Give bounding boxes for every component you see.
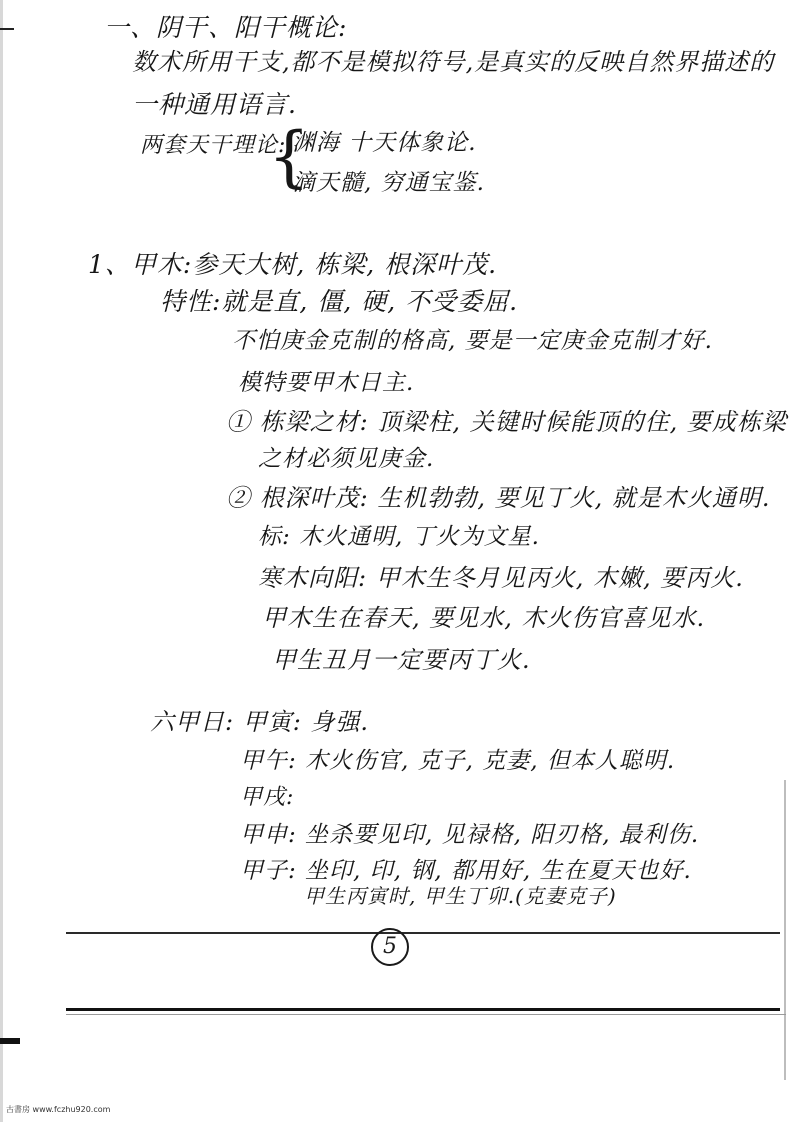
text-line: ② 根深叶茂: 生机勃勃, 要见丁火, 就是木火通明. bbox=[226, 484, 771, 512]
horizontal-rule bbox=[66, 932, 780, 934]
text-line: 两套天干理论: bbox=[140, 133, 287, 158]
text-line: 渊海 十天体象论. bbox=[292, 130, 477, 156]
text-line: 模特要甲木日主. bbox=[238, 370, 415, 396]
heading-line: 一、阴干、阳干概论: bbox=[104, 13, 348, 42]
text-line: 标: 木火通明, 丁火为文星. bbox=[258, 524, 540, 550]
text-line: 特性:就是直, 僵, 硬, 不受委屈. bbox=[160, 287, 519, 316]
text-line: 甲木生在春天, 要见水, 木火伤官喜见水. bbox=[262, 604, 706, 632]
text-line: 甲生丑月一定要丙丁火. bbox=[272, 646, 531, 674]
text-line: 滴天髓, 穷通宝鉴. bbox=[292, 170, 485, 196]
text-line: 甲子: 坐印, 印, 钢, 都用好, 生在夏天也好. bbox=[240, 858, 692, 884]
page-left-edge bbox=[0, 0, 3, 1122]
text-line: 甲戌: bbox=[240, 785, 295, 810]
text-line: 之材必须见庚金. bbox=[258, 446, 435, 472]
text-line: 甲午: 木火伤官, 克子, 克妻, 但本人聪明. bbox=[240, 748, 676, 774]
footer-watermark: 古書房 www.fczhu920.com bbox=[6, 1105, 111, 1114]
binding-mark bbox=[0, 1038, 20, 1044]
page-right-edge bbox=[784, 780, 786, 1080]
page-number: 5 bbox=[371, 928, 409, 966]
text-line: ① 栋梁之材: 顶梁柱, 关键时候能顶的住, 要成栋梁 bbox=[226, 408, 787, 436]
text-line: 寒木向阳: 甲木生冬月见丙火, 木嫩, 要丙火. bbox=[258, 564, 744, 592]
text-line: 甲生丙寅时, 甲生丁卯.(克妻克子) bbox=[304, 884, 617, 908]
text-line: 数术所用干支,都不是模拟符号,是真实的反映自然界描述的 bbox=[132, 48, 775, 76]
brace-symbol: { bbox=[268, 118, 310, 195]
binding-mark bbox=[0, 28, 14, 30]
horizontal-rule bbox=[66, 1014, 786, 1015]
text-line: 一种通用语言. bbox=[132, 90, 297, 119]
horizontal-rule bbox=[66, 1008, 780, 1011]
section-heading: 1、甲木:参天大树, 栋梁, 根深叶茂. bbox=[88, 250, 498, 279]
text-line: 六甲日: 甲寅: 身强. bbox=[150, 708, 370, 736]
text-line: 甲申: 坐杀要见印, 见禄格, 阳刃格, 最利伤. bbox=[240, 822, 700, 848]
text-line: 不怕庚金克制的格高, 要是一定庚金克制才好. bbox=[232, 328, 713, 354]
